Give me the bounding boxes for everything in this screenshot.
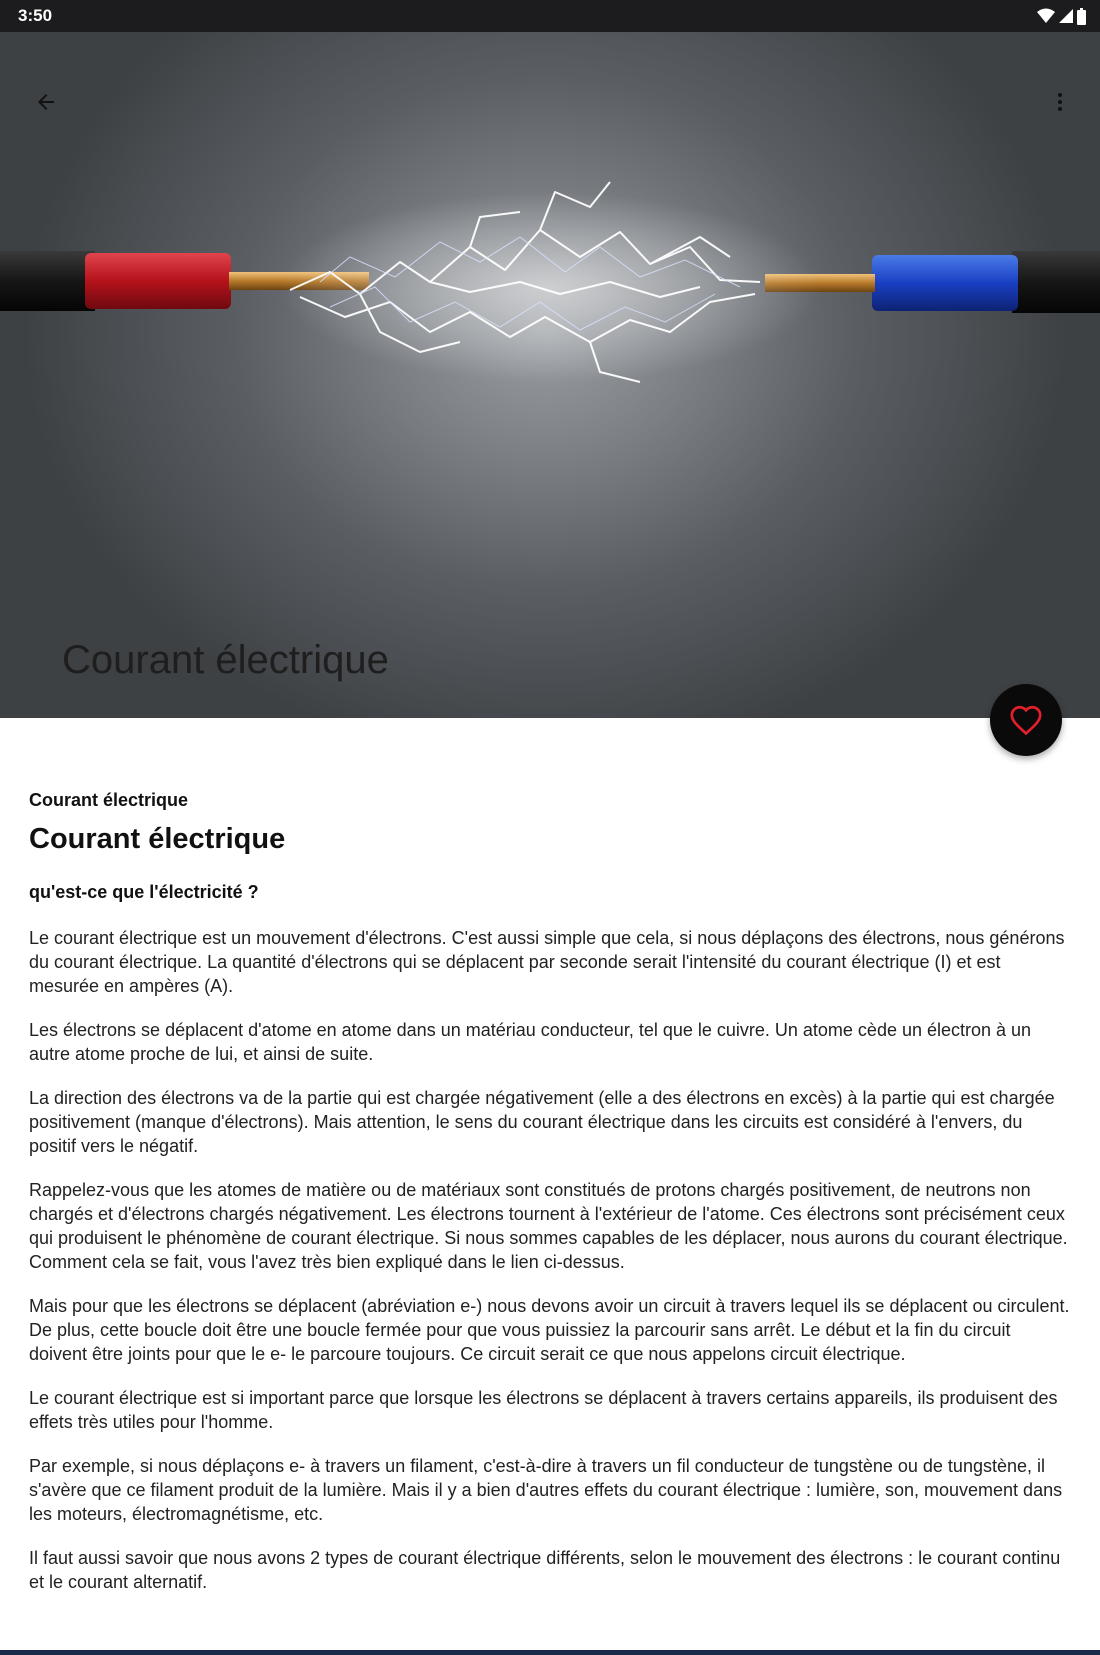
article-paragraph: Rappelez-vous que les atomes de matière ou de matériaux sont constitués de protons chargés positivement, de neutrons non chargés et d'électrons chargés négativement. Les électrons tournent à l'extérieur de l'atome. Ces électrons sont précisément ceux qui produisent le phénomène de courant électrique. Si nous sommes capables de les déplacer, nous aurons du courant électrique. Comment cela se fait, vous l'avez très bien expliqué dans le lien ci-dessus. [29, 1180, 1068, 1272]
navigation-bar-edge [0, 1650, 1100, 1655]
favorite-button[interactable] [990, 684, 1062, 756]
article-title: Courant électrique [29, 823, 286, 855]
article-paragraph: Le courant électrique est si important parce que lorsque les électrons se déplacent à travers certains appareils, ils produisent des effets très utiles pour l'homme. [29, 1388, 1058, 1432]
breadcrumb: Courant électrique [29, 790, 189, 810]
arrow-left-icon [34, 90, 58, 114]
article-paragraph: Les électrons se déplacent d'atome en atome dans un matériau conducteur, tel que le cuivre. Un atome cède un électron à un autre atome proche de lui, et ainsi de suite. [29, 1020, 1032, 1064]
hero-title: Courant électrique [62, 638, 389, 682]
article-subheading: qu'est-ce que l'électricité ? [29, 882, 259, 902]
hero-header [0, 32, 1100, 718]
status-icons [1037, 5, 1086, 27]
article-paragraph: Le courant électrique est un mouvement d'électrons. C'est aussi simple que cela, si nous déplaçons des électrons, nous générons du courant électrique. La quantité d'électrons qui se déplacent par seconde serait l'intensité du courant électrique (I) et est mesurée en ampères (A). [29, 928, 1065, 996]
back-button[interactable] [22, 78, 70, 126]
article-paragraph: Par exemple, si nous déplaçons e- à travers un filament, c'est-à-dire à travers un fil conducteur de tungstène ou de tungstène, il s'avère que ce filament produit de la lumière. Mais il y a bien d'autres effets du courant électrique : lumière, son, mouvement dans les moteurs, électromagnétisme, etc. [29, 1456, 1063, 1524]
battery-icon [1077, 8, 1086, 25]
more-vertical-icon [1048, 90, 1072, 114]
article-paragraph: Mais pour que les électrons se déplacent (abréviation e-) nous devons avoir un circuit à travers lequel ils se déplacent ou circulent. De plus, cette boucle doit être une boucle fermée pour que vous puissiez la parcourir sans arrêt. Le début et la fin du circuit doivent être joints pour que le e- le parcoure toujours. Ce circuit serait ce que nous appelons circuit électrique. [29, 1296, 1070, 1364]
article-paragraph: La direction des électrons va de la partie qui est chargée négativement (elle a des électrons en excès) à la partie qui est chargée positivement (manque d'électrons). Mais attention, le sens du courant électrique dans les circuits est considéré à l'envers, du positif vers le négatif. [29, 1088, 1055, 1156]
status-time: 3:50 [18, 6, 53, 25]
article-content [29, 790, 1071, 1614]
hero-image-electric-arc [0, 32, 1100, 718]
status-bar [0, 0, 1100, 32]
article-paragraph: Il faut aussi savoir que nous avons 2 types de courant électrique différents, selon le mouvement des électrons : le courant continu et le courant alternatif. [29, 1548, 1061, 1592]
heart-outline-icon [1009, 704, 1043, 736]
wifi-icon [1037, 8, 1055, 24]
overflow-menu-button[interactable] [1036, 78, 1084, 126]
signal-icon [1059, 8, 1073, 24]
